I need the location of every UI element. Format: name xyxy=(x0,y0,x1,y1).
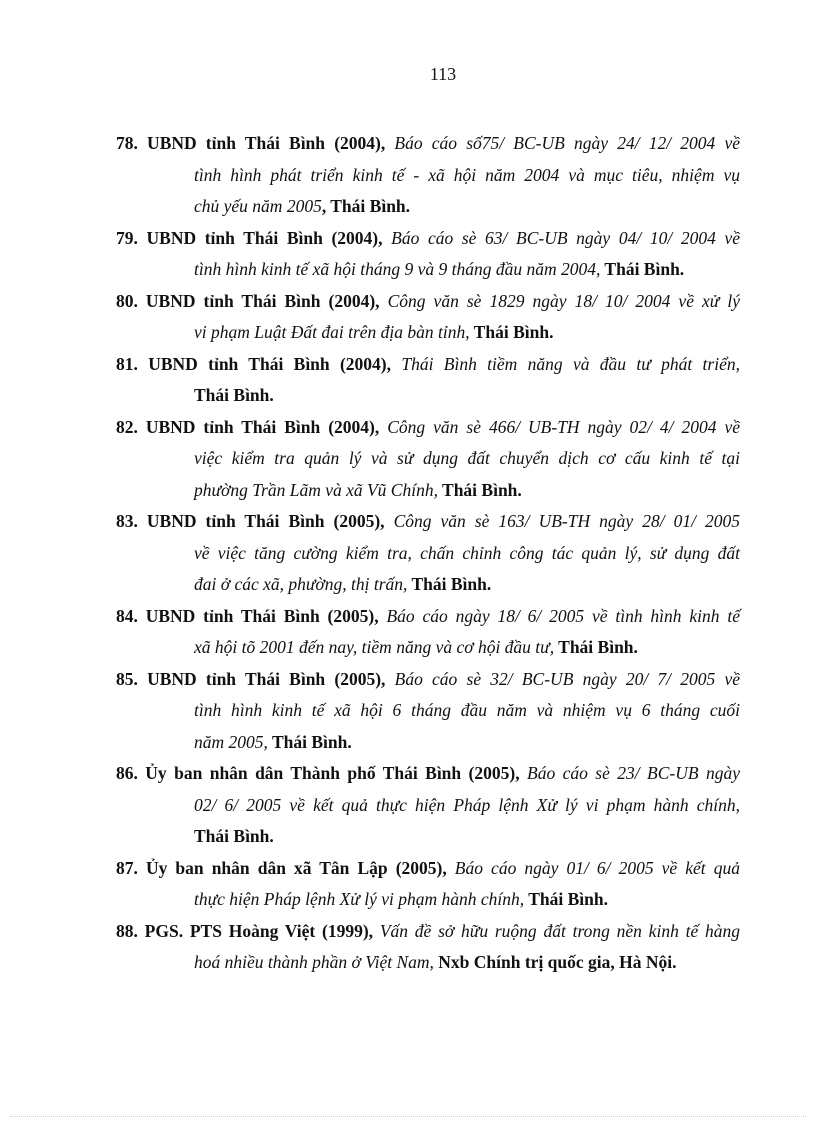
reference-line xyxy=(116,286,740,318)
reference-title-text: việc kiểm tra quản lý và sử dụng đất chuyển dịch cơ cấu kinh tế tại xyxy=(194,448,740,468)
reference-author-text: , Thái Bình. xyxy=(321,196,411,216)
reference-line xyxy=(116,884,740,916)
reference-line xyxy=(116,475,740,507)
reference-title-text: tình hình kinh tế xã hội tháng 9 và 9 tháng đầu năm 2004, xyxy=(194,259,601,279)
reference-title-text: Báo cáo sè 63/ BC-UB ngày 04/ 10/ 2004 về xyxy=(391,227,740,248)
reference-line xyxy=(116,947,740,979)
reference-title-text: Báo cáo ngày 01/ 6/ 2005 về kết quả xyxy=(454,857,740,878)
reference-entry-82 xyxy=(116,412,740,507)
reference-line xyxy=(116,821,740,853)
reference-title-text: Công văn sè 163/ UB-TH ngày 28/ 01/ 2005 xyxy=(393,511,740,531)
page-bottom-rule xyxy=(10,1116,806,1117)
reference-title-text: tình hình phát triển kinh tế - xã hội năm 2004 và mục tiêu, nhiệm vụ xyxy=(194,164,740,185)
reference-line xyxy=(116,569,740,601)
reference-entry-80 xyxy=(116,286,740,349)
reference-line xyxy=(116,191,740,223)
reference-title-text: Vấn đề sở hữu ruộng đất trong nền kinh tế hàng xyxy=(379,920,741,941)
reference-author-text: Thái Bình. xyxy=(600,259,685,279)
reference-author-text: Thái Bình. xyxy=(469,322,554,342)
page-number: 113 xyxy=(429,64,457,84)
reference-line xyxy=(116,664,740,696)
reference-title-text: Báo cáo số75/ BC-UB ngày 24/ 12/ 2004 về xyxy=(394,133,740,153)
reference-entry-85 xyxy=(116,664,740,759)
reference-line xyxy=(116,160,740,192)
reference-title-text: về việc tăng cường kiểm tra, chấn chỉnh công tác quản lý, sử dụng đất xyxy=(194,542,740,563)
reference-author-text: 79. UBND tỉnh Thái Bình (2004), xyxy=(116,227,392,248)
reference-title-text: xã hội tõ 2001 đến nay, tiềm năng và cơ hội đầu tư, xyxy=(194,637,555,657)
reference-title-text: thực hiện Pháp lệnh Xử lý vi phạm hành chính, xyxy=(194,889,525,909)
reference-author-text: Thái Bình. xyxy=(437,479,522,500)
reference-author-text: 85. UBND tỉnh Thái Bình (2005), xyxy=(116,668,395,689)
reference-author-text: Thái Bình. xyxy=(194,826,274,846)
reference-author-text: Nxb Chính trị quốc gia, Hà Nội. xyxy=(433,952,677,972)
reference-line xyxy=(116,128,740,160)
reference-entry-83 xyxy=(116,506,740,601)
reference-title-text: Báo cáo ngày 18/ 6/ 2005 về tình hình kinh tế xyxy=(386,605,740,626)
reference-author-text: Thái Bình. xyxy=(267,731,352,752)
reference-author-text: 83. UBND tỉnh Thái Bình (2005), xyxy=(116,511,394,531)
reference-title-text: tình hình kinh tế xã hội 6 tháng đầu năm và nhiệm vụ 6 tháng cuối xyxy=(194,700,740,720)
reference-author-text: 87. Ủy ban nhân dân xã Tân Lập (2005), xyxy=(116,857,455,878)
reference-author-text: 80. UBND tỉnh Thái Bình (2004), xyxy=(116,290,388,311)
reference-title-text: Công văn sè 1829 ngày 18/ 10/ 2004 về xử lý xyxy=(387,290,740,311)
reference-line xyxy=(116,223,740,255)
reference-line xyxy=(116,632,740,664)
reference-entry-86 xyxy=(116,758,740,853)
reference-line xyxy=(116,254,740,286)
reference-title-text: Thái Bình tiềm năng và đầu tư phát triển, xyxy=(401,353,740,374)
reference-line xyxy=(116,349,740,381)
reference-author-text: Thái Bình. xyxy=(407,574,492,594)
reference-title-text: 02/ 6/ 2005 về kết quả thực hiện Pháp lệnh Xử lý vi phạm hành chính, xyxy=(194,794,740,815)
reference-entry-84 xyxy=(116,601,740,664)
reference-line xyxy=(116,380,740,412)
reference-line xyxy=(116,758,740,790)
reference-title-text: phường Trần Lãm và xã Vũ Chính, xyxy=(194,479,438,500)
reference-author-text: 82. UBND tỉnh Thái Bình (2004), xyxy=(116,416,388,437)
reference-author-text: Thái Bình. xyxy=(524,889,608,909)
reference-title-text: Báo cáo sè 23/ BC-UB ngày xyxy=(527,763,740,783)
reference-line xyxy=(116,538,740,570)
reference-title-text: Công văn sè 466/ UB-TH ngày 02/ 4/ 2004 về xyxy=(387,416,740,437)
reference-entry-87 xyxy=(116,853,740,916)
reference-author-text: Thái Bình. xyxy=(194,385,274,405)
reference-list xyxy=(116,128,740,979)
reference-line xyxy=(116,601,740,633)
reference-author-text: 84. UBND tỉnh Thái Bình (2005), xyxy=(116,605,387,626)
reference-title-text: chủ yếu năm 2005 xyxy=(194,196,322,216)
reference-author-text: 88. PGS. PTS Hoàng Việt (1999), xyxy=(116,920,380,941)
reference-line xyxy=(116,853,740,885)
reference-title-text: hoá nhiều thành phần ở Việt Nam, xyxy=(194,952,434,972)
reference-line xyxy=(116,916,740,948)
reference-title-text: Báo cáo sè 32/ BC-UB ngày 20/ 7/ 2005 về xyxy=(394,668,740,689)
reference-line xyxy=(116,695,740,727)
reference-title-text: đai ở các xã, phường, thị trấn, xyxy=(194,574,408,594)
reference-author-text: 86. Ủy ban nhân dân Thành phố Thái Bình (2005), xyxy=(116,763,527,783)
reference-line xyxy=(116,412,740,444)
reference-entry-88 xyxy=(116,916,740,979)
reference-entry-81 xyxy=(116,349,740,412)
reference-line xyxy=(116,317,740,349)
reference-author-text: 81. UBND tỉnh Thái Bình (2004), xyxy=(116,353,402,374)
reference-author-text: Thái Bình. xyxy=(554,637,638,657)
reference-entry-79 xyxy=(116,223,740,286)
reference-entry-78 xyxy=(116,128,740,223)
reference-line xyxy=(116,727,740,759)
reference-line xyxy=(116,790,740,822)
reference-author-text: 78. UBND tỉnh Thái Bình (2004), xyxy=(116,133,395,153)
reference-title-text: vi phạm Luật Đất đai trên địa bàn tỉnh, xyxy=(194,322,470,342)
reference-line xyxy=(116,443,740,475)
reference-title-text: năm 2005, xyxy=(194,731,268,752)
reference-line xyxy=(116,506,740,538)
